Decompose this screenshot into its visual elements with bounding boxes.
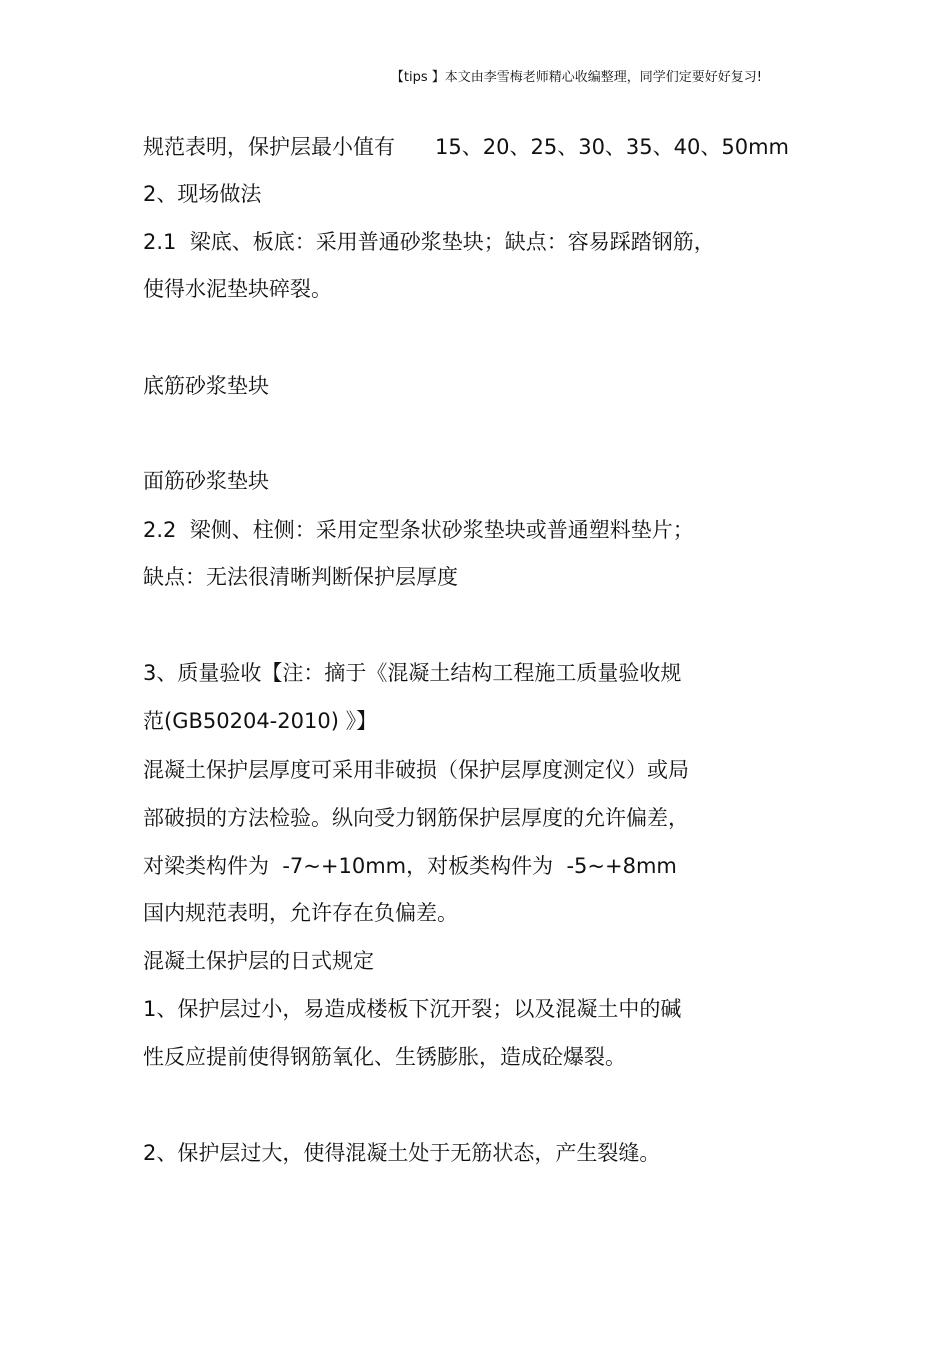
text-line-2-1: 2.1 梁底、板底：采用普通砂浆垫块；缺点：容易踩踏钢筋， [143, 230, 715, 254]
text-line-inspection-cont: 部破损的方法检验。纵向受力钢筋保护层厚度的允许偏差， [143, 806, 689, 830]
header-tip: 【tips 】本文由李雪梅老师精心收编整理，同学们定要好好复习! [390, 70, 762, 85]
text-line-tolerance: 对梁类构件为 -7~+10mm，对板类构件为 -5~+8mm [143, 854, 677, 878]
text-line-min-cover: 规范表明，保护层最小值有 15、20、25、30、35、40、50mm [143, 135, 790, 159]
text-line-section-2: 2、现场做法 [143, 182, 262, 206]
text-line-bottom-bar-block: 底筋砂浆垫块 [143, 374, 269, 398]
text-line-rule-2: 2、保护层过大，使得混凝土处于无筋状态，产生裂缝。 [143, 1141, 661, 1165]
text-line-rule-1-cont: 性反应提前使得钢筋氧化、生锈膨胀，造成砼爆裂。 [143, 1045, 626, 1069]
text-line-negative-deviation: 国内规范表明，允许存在负偏差。 [143, 901, 458, 925]
text-line-rule-1: 1、保护层过小，易造成楼板下沉开裂；以及混凝土中的碱 [143, 997, 682, 1021]
text-line-2-2-cont: 缺点：无法很清晰判断保护层厚度 [143, 565, 458, 589]
text-line-japan-rules: 混凝土保护层的日式规定 [143, 949, 374, 973]
text-line-section-3: 3、质量验收【注：摘于《混凝土结构工程施工质量验收规 [143, 661, 682, 685]
text-line-top-bar-block: 面筋砂浆垫块 [143, 469, 269, 493]
text-line-inspection: 混凝土保护层厚度可采用非破损（保护层厚度测定仪）或局 [143, 758, 689, 782]
text-line-2-2: 2.2 梁侧、柱侧：采用定型条状砂浆垫块或普通塑料垫片； [143, 518, 694, 542]
text-line-2-1-cont: 使得水泥垫块碎裂。 [143, 277, 332, 301]
text-line-section-3-cont: 范(GB50204-2010) 》】 [143, 709, 378, 733]
